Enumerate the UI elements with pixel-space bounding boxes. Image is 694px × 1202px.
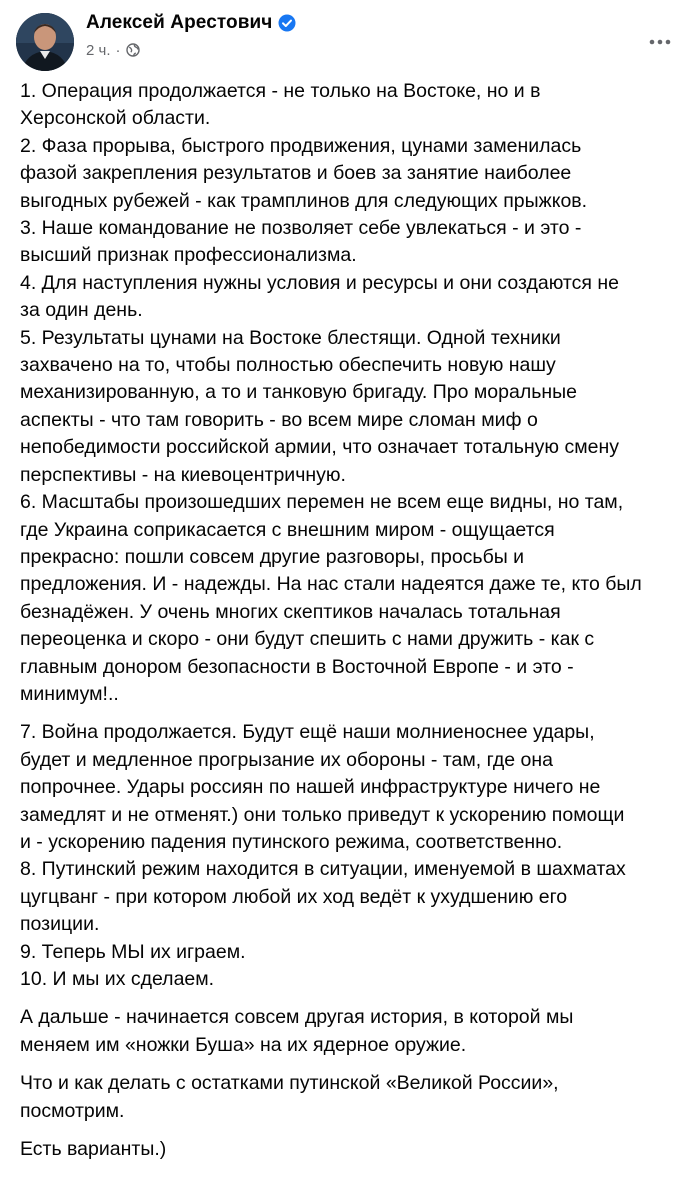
post-line: меняем им «ножки Буша» на их ядерное оружие. bbox=[20, 1033, 467, 1056]
post-paragraph-2 bbox=[20, 719, 680, 993]
post-line: и - ускорению падения путинского режима, соответственно. bbox=[20, 830, 563, 853]
post-line: 1. Операция продолжается - не только на Востоке, но и в bbox=[20, 80, 541, 102]
post-time[interactable]: 2 ч. bbox=[86, 41, 111, 59]
post-line: фазой закрепления результатов и боев за занятие наиболее bbox=[20, 162, 572, 185]
post-line: захвачено на то, чтобы полностью обеспечить новую нашу bbox=[20, 354, 556, 377]
post-line: Есть варианты.) bbox=[20, 1138, 167, 1161]
author-line bbox=[86, 10, 296, 36]
author-avatar[interactable] bbox=[16, 13, 74, 71]
globe-icon[interactable] bbox=[126, 43, 140, 57]
post-line: 4. Для наступления нужны условия и ресурсы и они создаются не bbox=[20, 271, 619, 294]
post-line: позиции. bbox=[20, 913, 100, 936]
verified-badge-icon bbox=[278, 14, 296, 32]
post-line: безнадёжен. У очень многих скептиков началась тотальная bbox=[20, 600, 561, 623]
post-line: 10. И мы их сделаем. bbox=[20, 968, 215, 990]
post-line: за один день. bbox=[20, 299, 143, 322]
author-block bbox=[86, 10, 296, 60]
post-line: 5. Результаты цунами на Востоке блестящи. Одной техники bbox=[20, 326, 561, 349]
post-line: предложения. И - надежды. На нас стали надеятся даже те, кто был bbox=[20, 573, 642, 596]
post-line: механизированную, а то и танковую бригаду. Про моральные bbox=[20, 381, 577, 404]
post-line: перспективы - на киевоцентричную. bbox=[20, 463, 346, 486]
post-line: 6. Масштабы произошедших перемен не всем еще видны, но там, bbox=[20, 491, 624, 514]
post-line: попрочнее. Удары россиян по нашей инфраструктуре ничего не bbox=[20, 776, 601, 799]
post-line: прекрасно: пошли совсем другие разговоры, просьбы и bbox=[20, 545, 525, 568]
author-name[interactable]: Алексей Арестович bbox=[86, 12, 273, 33]
post-line: выгодных рубежей - как трамплинов для следующих прыжков. bbox=[20, 189, 588, 212]
post-line: высший признак профессионализма. bbox=[20, 244, 357, 267]
post-line: Что и как делать с остатками путинской «Великой России», bbox=[20, 1072, 559, 1095]
post-line: Херсонской области. bbox=[20, 107, 211, 130]
post-line: 9. Теперь МЫ их играем. bbox=[20, 940, 246, 963]
post-line: где Украина соприкасается с внешним миром - ощущается bbox=[20, 518, 555, 541]
post-line: 3. Наше командование не позволяет себе увлекаться - и это - bbox=[20, 217, 582, 240]
post-line: А дальше - начинается совсем другая история, в которой мы bbox=[20, 1006, 574, 1029]
post-line: 2. Фаза прорыва, быстрого продвижения, цунами заменилась bbox=[20, 134, 582, 157]
post-paragraph-1 bbox=[20, 78, 680, 708]
post-line: непобедимости российской армии, что означает тотальную смену bbox=[20, 436, 619, 459]
post-header bbox=[16, 8, 678, 70]
post-line: минимум!.. bbox=[20, 682, 119, 705]
post-paragraph-3 bbox=[20, 1004, 680, 1059]
post-meta bbox=[86, 40, 296, 60]
post-line: будет и медленное прогрызание их обороны - там, где она bbox=[20, 748, 553, 771]
post-line: 8. Путинский режим находится в ситуации, именуемой в шахматах bbox=[20, 858, 626, 881]
post-line: посмотрим. bbox=[20, 1099, 125, 1122]
post-text bbox=[20, 78, 680, 1163]
post-line: главным донором безопасности в Восточной Европе - и это - bbox=[20, 655, 574, 678]
more-options-icon bbox=[648, 38, 672, 46]
post-line: аспекты - что там говорить - во всем мире сломан миф о bbox=[20, 408, 538, 431]
meta-separator: · bbox=[115, 41, 121, 59]
post-paragraph-5 bbox=[20, 1136, 680, 1163]
post-line: замедлят и не отменят.) они только приведут к ускорению помощи bbox=[20, 803, 625, 826]
post-line: 7. Война продолжается. Будут ещё наши молниеноснее удары, bbox=[20, 721, 595, 744]
avatar-image bbox=[16, 13, 74, 71]
post-line: цугцванг - при котором любой их ход ведёт к ухудшению его bbox=[20, 885, 568, 908]
post-paragraph-4 bbox=[20, 1070, 680, 1125]
more-options-button[interactable] bbox=[642, 24, 678, 60]
post-line: переоценка и скоро - они будут спешить с нами дружить - как с bbox=[20, 628, 595, 651]
